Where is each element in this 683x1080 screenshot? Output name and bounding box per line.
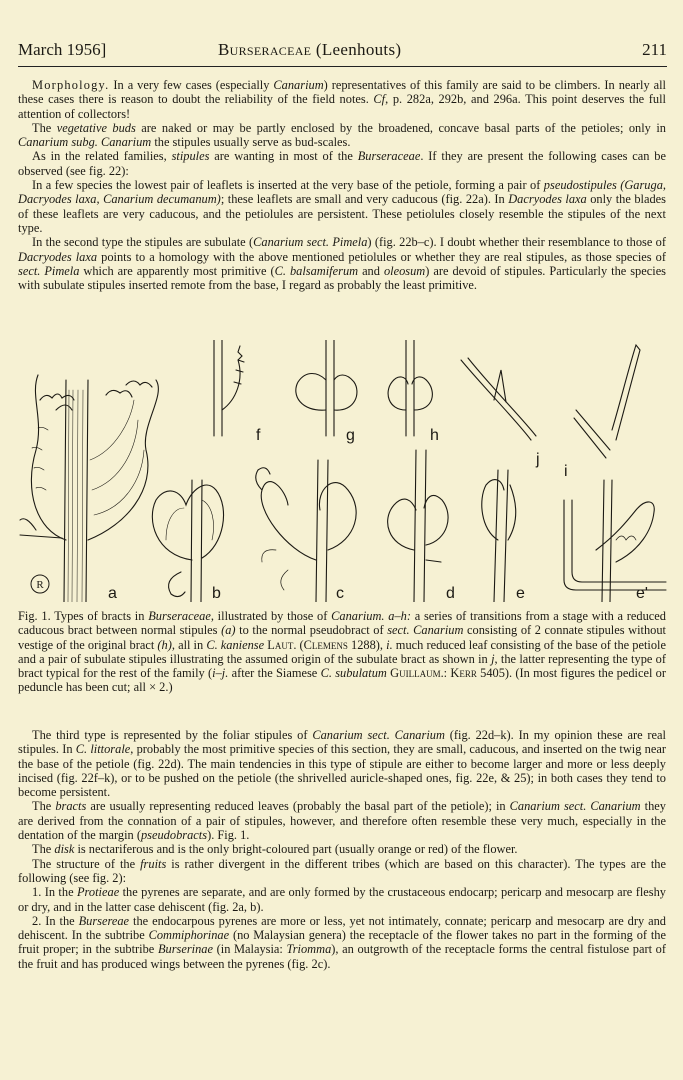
drawing-b xyxy=(152,480,223,602)
drawing-d xyxy=(388,450,448,602)
drawing-e-prime xyxy=(564,500,666,590)
figure-label-h: h xyxy=(430,427,439,444)
paragraph-fruits: The structure of the fruits is rather divergent in the different tribes (which are based on this character). The types are the following (see fig. 2): xyxy=(18,856,666,885)
paragraph-third-type: The third type is represented by the foliar stipules of Canarium sect. Canarium (fig. 22d–k). In my opinion these are real stipules. In C. littorale, probably the most primitive species of this section, they are small, caducous, and inserted on the twig near the base of the petiole (fig. 22d). The main tendencies in this type of stipule are either to become larger and more or less deeply incised (fig. 22f–k), or to be pushed on the petiole (the shrivelled auricle-shaped ones, fig. 22e, & 25); in both cases they tend to become persistent. xyxy=(18,728,667,800)
page-number: 211 xyxy=(642,40,667,59)
figure-label-d: d xyxy=(446,585,455,602)
body-text-top xyxy=(18,78,666,292)
figure-label-a: a xyxy=(108,585,117,602)
drawing-a xyxy=(20,375,158,602)
body-text-bottom xyxy=(18,728,666,971)
drawing-j xyxy=(461,358,536,440)
issue-date: March 1956] xyxy=(18,40,107,59)
figure-label-f: f xyxy=(256,427,261,444)
figure-label-g: g xyxy=(346,427,355,444)
figure-label-e: e xyxy=(516,585,525,602)
drawing-c xyxy=(256,460,356,602)
drawing-f xyxy=(214,340,244,436)
paragraph-protieae: 1. In the Protieae the pyrenes are separate, and are only formed by the crustaceous endocarp; pericarp and mesocarp are fleshy or dry, and in the latter case dehiscent (fig. 2a, b). xyxy=(18,885,666,914)
figure-label-i: i xyxy=(564,463,568,480)
paragraph-morphology: Morphology. In a very few cases (especially Canarium) representatives of this family are said to be climbers. In nearly all these cases there is reason to doubt the reliability of the field notes. Cf, p. 282a, 292b, and 296a. This point deserves the full attention of collectors! xyxy=(18,78,666,121)
drawing-g xyxy=(296,340,357,436)
drawing-e xyxy=(482,470,516,602)
figure-label-b: b xyxy=(212,585,221,602)
running-title xyxy=(218,40,401,60)
drawing-h xyxy=(388,340,432,436)
drawing-i xyxy=(574,345,640,602)
paragraph-bursereae: 2. In the Bursereae the endocarpous pyrenes are more or less, yet not intimately, connate; pericarp and mesocarp are dry and dehiscent. In the subtribe Commiphorinae (no Malaysian genera) the receptacle of the flower takes no part in the forming of the fruit proper; in the subtribe Burserinae (in Malaysia: Triomma), an outgrowth of the receptacle forms the central fistulose part of the fruit and has produced wings between the pyrenes (fig. 2c). xyxy=(18,913,667,971)
figure-label-j: j xyxy=(536,451,540,468)
botanical-figure xyxy=(16,340,668,602)
header-rule xyxy=(18,66,667,67)
paragraph-disk: The disk is nectariferous and is the only bright-coloured part (usually orange or red) of the flower. xyxy=(32,842,518,857)
paragraph-bracts: The bracts are usually representing reduced leaves (probably the basal part of the petiole); in Canarium sect. Canarium they are derived from the connation of a pair of stipules, however, and therefore often resemble these very much, especially in the dentation of the margin (pseudobracts). Fig. 1. xyxy=(18,799,666,843)
paragraph-vegetative-buds: The vegetative buds are naked or may be partly enclosed by the broadened, concave basal parts of the petioles; only in Canarium subg. Canarium the stipules usually serve as bud-scales. xyxy=(18,120,666,150)
running-header xyxy=(18,40,667,64)
figure-label-c: c xyxy=(336,585,344,602)
paragraph-second-type: In the second type the stipules are subulate (Canarium sect. Pimela) (fig. 22b–c). I doubt whether their resemblance to those of Dacryodes laxa points to a homology with the above mentioned petiolules or whether they are real stipules, as those species of sect. Pimela which are apparently most primitive (C. balsamiferum and oleosum) are devoid of stipules. Particularly the species with subulate stipules inserted remote from the base, I regard as probably the least primitive. xyxy=(18,235,667,293)
figure-label-e-prime: e' xyxy=(636,585,648,602)
paragraph-stipules: As in the related families, stipules are wanting in most of the Burseraceae. If they are present the following cases can be observed (see fig. 22): xyxy=(18,149,667,178)
author-name: (Leenhouts) xyxy=(315,40,402,59)
figure-caption: Fig. 1. Types of bracts in Burseraceae, illustrated by those of Canarium. a–h: a series of transitions from a stage with a reduced caducous bract between normal stipules (a) to the normal pseudobract of sect. Canarium consisting of 2 connate stipules without vestige of the original bract (h), all in C. kaniense Laut. (Clemens 1288), i. much reduced leaf consisting of the base of the petiole and a pair of subulate stipules illustrating the assumed origin of the subulate bract as shown in j, the latter representing the type of bract typical for the rest of the family (i–j. after the Siamese C. subulatum Guillaum.: Kerr 5405). (In most figures the pedicel or peduncle has been cut; all × 2.) xyxy=(18,609,667,695)
family-name: Burseraceae xyxy=(218,40,312,59)
paragraph-pseudostipules: In a few species the lowest pair of leaflets is inserted at the very base of the petiole, forming a pair of pseudostipules (Garuga, Dacryodes laxa, Canarium decumanum); these leaflets are small and very caducous (fig. 22a). In Dacryodes laxa only the blades of these leaflets are very caducous, and the petiolules are persistent. These petiolules closely resemble the stipules of the next type. xyxy=(18,178,667,235)
monogram-letter: R xyxy=(36,579,44,591)
bract-illustration xyxy=(16,340,668,602)
